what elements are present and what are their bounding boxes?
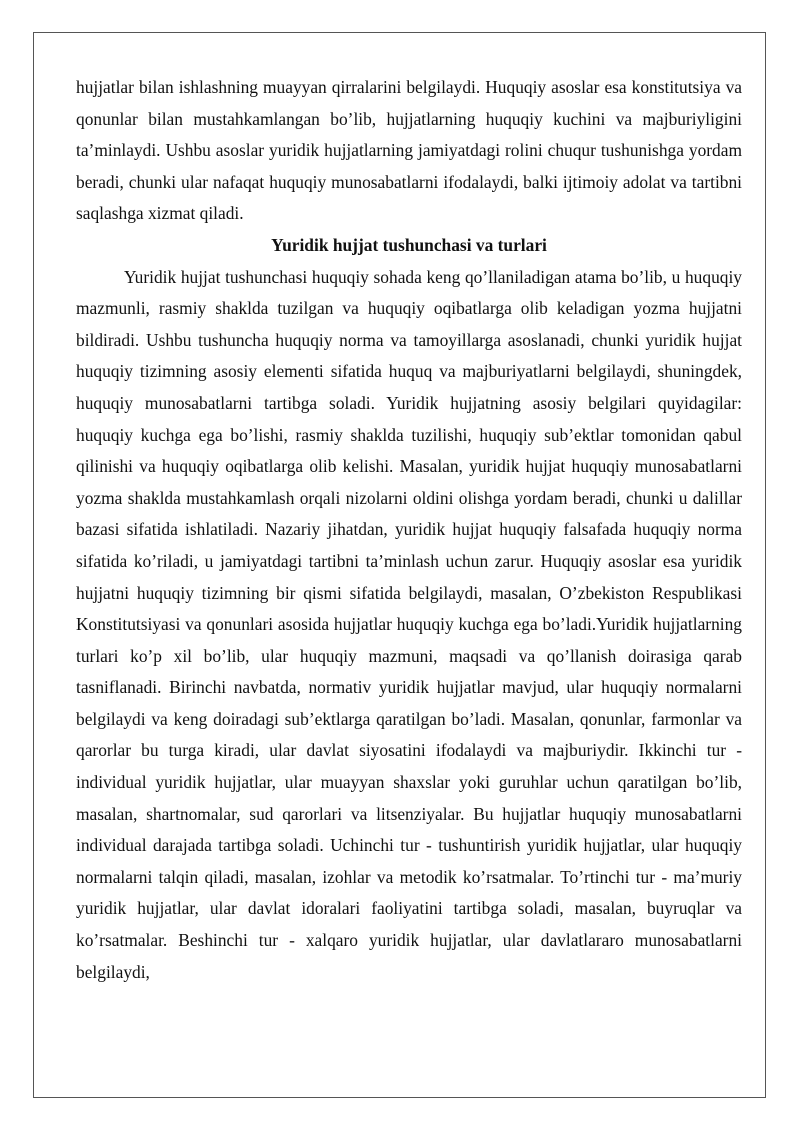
paragraph-main: Yuridik hujjat tushunchasi huquqiy sohada keng qo’llaniladigan atama bo’lib, u huquqiy mazmunli, rasmiy shaklda tuzilgan va huquqiy oqibatlarga olib keladigan yozma hujjatni bildiradi. Ushbu tushuncha huquqiy norma va tamoyillarga asoslanadi, chunki yuridik hujjat huquqiy tizimning asosiy elementi sifatida huquq va majburiyatlarni belgilaydi, shuningdek, huquqiy munosabatlarni tartibga soladi. Yuridik hujjatning asosiy belgilari quyidagilar: huquqiy kuchga ega bo’lishi, rasmiy shaklda tuzilishi, huquqiy sub’ektlar tomonidan qabul qilinishi va huquqiy oqibatlarga olib kelishi. Masalan, yuridik hujjat huquqiy munosabatlarni yozma shaklda mustahkamlash orqali nizolarni oldini olishga yordam beradi, chunki u dalillar bazasi sifatida ishlatiladi. Nazariy jihatdan, yuridik hujjat huquqiy falsafada huquqiy norma sifatida ko’riladi, u jamiyatdagi tartibni ta’minlash uchun zarur. Huquqiy asoslar esa yuridik hujjatni huquqiy tizimning bir qismi sifatida belgilaydi, masalan, O’zbekiston Respublikasi Konstitutsiyasi va qonunlari asosida hujjatlar huquqiy kuchga ega bo’ladi.Yuridik hujjatlarning turlari ko’p xil bo’lib, ular huquqiy mazmuni, maqsadi va qo’llanish doirasiga qarab tasniflanadi. Birinchi navbatda, normativ yuridik hujjatlar mavjud, ular huquqiy normalarni belgilaydi va keng doiradagi sub’ektlarga qaratilgan bo’ladi. Masalan, qonunlar, farmonlar va qarorlar bu turga kiradi, ular davlat siyosatini ifodalaydi va majburiydir. Ikkinchi tur - individual yuridik hujjatlar, ular muayyan shaxslar yoki guruhlar uchun qaratilgan bo’lib, masalan, shartnomalar, sud qarorlari va litsenziyalar. Bu hujjatlar huquqiy munosabatlarni individual darajada tartibga soladi. Uchinchi tur - tushuntirish yuridik hujjatlar, ular huquqiy normalarni talqin qiladi, masalan, izohlar va metodik ko’rsatmalar. To’rtinchi tur - ma’muriy yuridik hujjatlar, ular davlat idoralari faoliyatini tartibga soladi, masalan, buyruqlar va ko’rsatmalar. Beshinchi tur - xalqaro yuridik hujjatlar, ular davlatlararo munosabatlarni belgilaydi, [76, 266, 742, 982]
section-heading: Yuridik hujjat tushunchasi va turlari [271, 234, 547, 255]
document-body [76, 72, 742, 988]
paragraph-continuation: hujjatlar bilan ishlashning muayyan qirralarini belgilaydi. Huquqiy asoslar esa konstitutsiya va qonunlar bilan mustahkamlangan bo’lib, hujjatlarning huquqiy kuchini va majburiyligini ta’minlaydi. Ushbu asoslar yuridik hujjatlarning jamiyatdagi rolini chuqur tushunishga yordam beradi, chunki ular nafaqat huquqiy munosabatlarni ifodalaydi, balki ijtimoiy adolat va tartibni saqlashga xizmat qiladi. [76, 77, 742, 224]
